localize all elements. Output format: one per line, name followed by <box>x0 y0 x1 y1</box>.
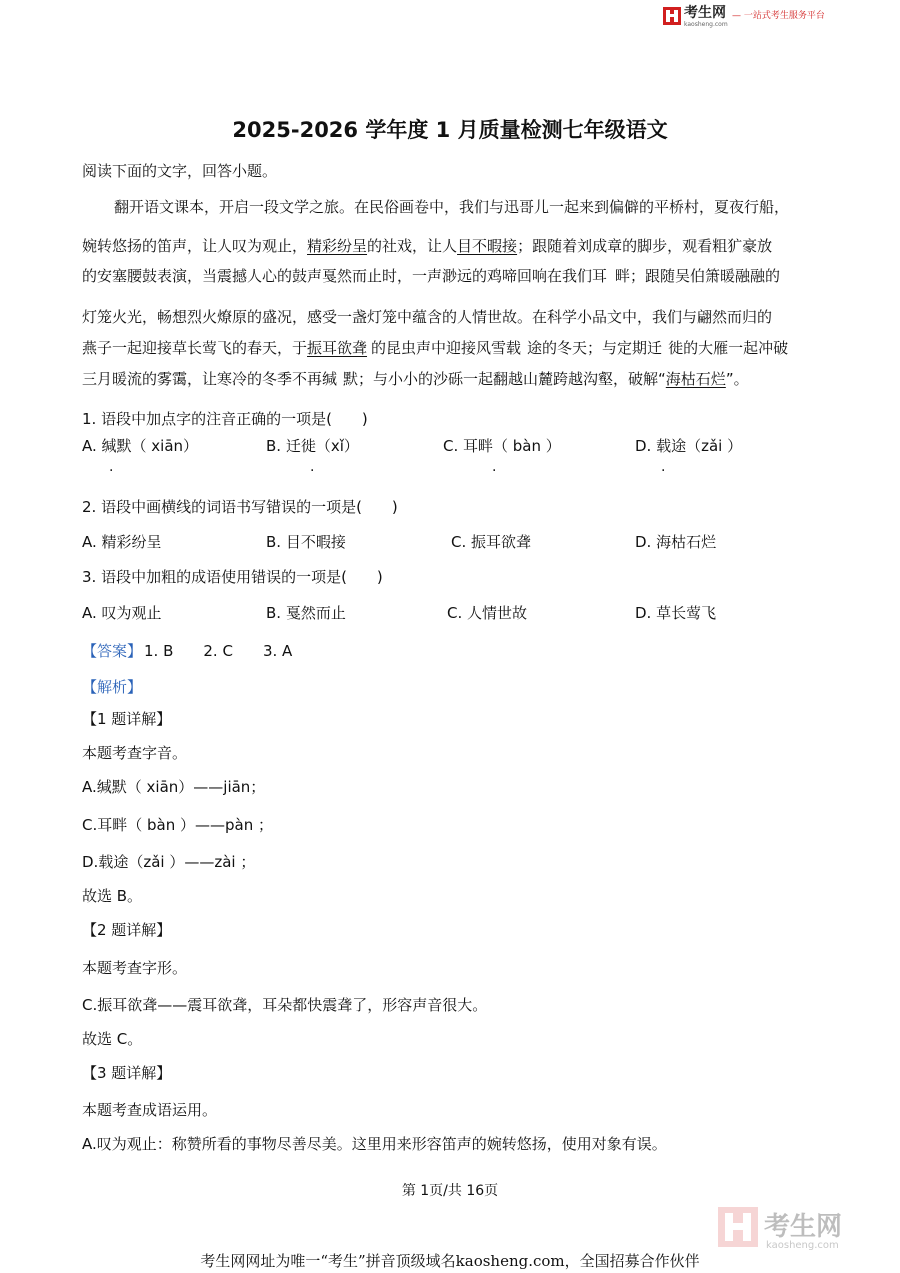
question-2-stem: 2. 语段中画横线的词语书写错误的一项是( ) <box>82 498 398 516</box>
q2-detail-heading: 【2 题详解】 <box>82 921 172 939</box>
passage-line-2: 婉转悠扬的笛声，让人叹为观止，精彩纷呈的社戏，让人目不暇接；跟随着刘成章的脚步，观看粗犷豪放 <box>82 237 773 255</box>
emphasis-dot: · <box>661 463 666 479</box>
q1-detail-d: D.载途（zǎi ）——zài ； <box>82 853 256 871</box>
q3-option-d: D. 草长莺飞 <box>635 604 717 622</box>
q2-option-a: A. 精彩纷呈 <box>82 533 162 551</box>
passage-line-5: 燕子一起迎接草长莺飞的春天，于振耳欲聋 的昆虫声中迎接风雪载 途的冬天；与定期迁 徙的大雁一起冲破 <box>82 339 789 357</box>
q1-detail-c: C.耳畔（ bàn ）——pàn ； <box>82 816 273 834</box>
underlined-word: 精彩纷呈 <box>307 237 368 255</box>
svg-text:考生网: 考生网 <box>764 1212 843 1242</box>
intro-text: 阅读下面的文字，回答小题。 <box>82 162 278 180</box>
svg-text:kaosheng.com: kaosheng.com <box>766 1240 839 1251</box>
answer-label: 【答案】 <box>82 642 143 660</box>
q1-option-b: B. 迁徙（xǐ） <box>266 437 359 455</box>
passage-line-6: 三月暖流的雾霭，让寒冷的冬季不再缄 默；与小小的沙砾一起翻越山麓跨越沟壑，破解“海枯石烂”。 <box>82 370 749 388</box>
q2-conclusion: 故选 C。 <box>82 1030 143 1048</box>
q3-detail-heading: 【3 题详解】 <box>82 1064 172 1082</box>
q3-detail-a: A.叹为观止：称赞所看的事物尽善尽美。这里用来形容笛声的婉转悠扬，使用对象有误。 <box>82 1135 667 1153</box>
emphasis-dot: · <box>109 463 114 479</box>
underlined-word: 振耳欲聋 <box>307 339 368 357</box>
question-1-stem: 1. 语段中加点字的注音正确的一项是( ) <box>82 410 368 428</box>
q1-detail-intro: 本题考查字音。 <box>82 744 188 762</box>
page-title: 2025-2026 学年度 1 月质量检测七年级语文 <box>232 118 668 142</box>
emphasis-dot: · <box>310 463 315 479</box>
q2-detail-intro: 本题考查字形。 <box>82 959 188 977</box>
kaosheng-logo-icon <box>663 7 681 25</box>
q3-option-b: B. 戛然而止 <box>266 604 346 622</box>
page-number: 第 1页/共 16页 <box>401 1183 499 1199</box>
q2-detail-c: C.振耳欲聋——震耳欲聋，耳朵都快震聋了，形容声音很大。 <box>82 996 488 1014</box>
q1-option-c: C. 耳畔（ bàn ） <box>443 437 561 455</box>
q1-option-d: D. 载途（zǎi ） <box>635 437 743 455</box>
underlined-word: 海枯石烂 <box>665 370 726 388</box>
header-brand: 考生网 <box>684 5 726 21</box>
answer-line: 【答案】 1. B 2. C 3. A <box>82 642 293 660</box>
footer-domain-notice: 考生网网址为唯一“考生”拼音顶级域名kaosheng.com，全国招募合作伙伴 <box>200 1252 700 1270</box>
header-brand-sub: kaosheng.com <box>684 21 728 28</box>
q3-option-c: C. 人情世故 <box>447 604 528 622</box>
underlined-word: 目不暇接 <box>457 237 518 255</box>
q1-conclusion: 故选 B。 <box>82 887 143 905</box>
kaosheng-watermark <box>718 1205 878 1251</box>
analysis-label: 【解析】 <box>82 678 143 696</box>
q1-detail-a: A.缄默（ xiān）——jiān； <box>82 778 266 796</box>
q2-option-b: B. 目不暇接 <box>266 533 346 551</box>
q1-detail-heading: 【1 题详解】 <box>82 710 172 728</box>
passage-line-3: 的安塞腰鼓表演，当震撼人心的鼓声戛然而止时，一声渺远的鸡啼回响在我们耳 畔；跟随吴伯箫暖融融的 <box>82 267 781 285</box>
passage-line-4: 灯笼火光，畅想烈火燎原的盛况，感受一盏灯笼中蕴含的人情世故。在科学小品文中，我们与翩然而归的 <box>82 308 773 326</box>
header-slogan: — 一站式考生服务平台 <box>732 11 825 21</box>
question-3-stem: 3. 语段中加粗的成语使用错误的一项是( ) <box>82 568 383 586</box>
emphasis-dot: · <box>492 463 497 479</box>
q2-option-d: D. 海枯石烂 <box>635 533 717 551</box>
q3-option-a: A. 叹为观止 <box>82 604 162 622</box>
q2-option-c: C. 振耳欲聋 <box>451 533 532 551</box>
q3-detail-intro: 本题考查成语运用。 <box>82 1101 218 1119</box>
q1-option-a: A. 缄默（ xiān） <box>82 437 199 455</box>
passage-line-1: 翻开语文课本，开启一段文学之旅。在民俗画卷中，我们与迅哥儿一起来到偏僻的平桥村，夏夜行船， <box>114 198 790 216</box>
